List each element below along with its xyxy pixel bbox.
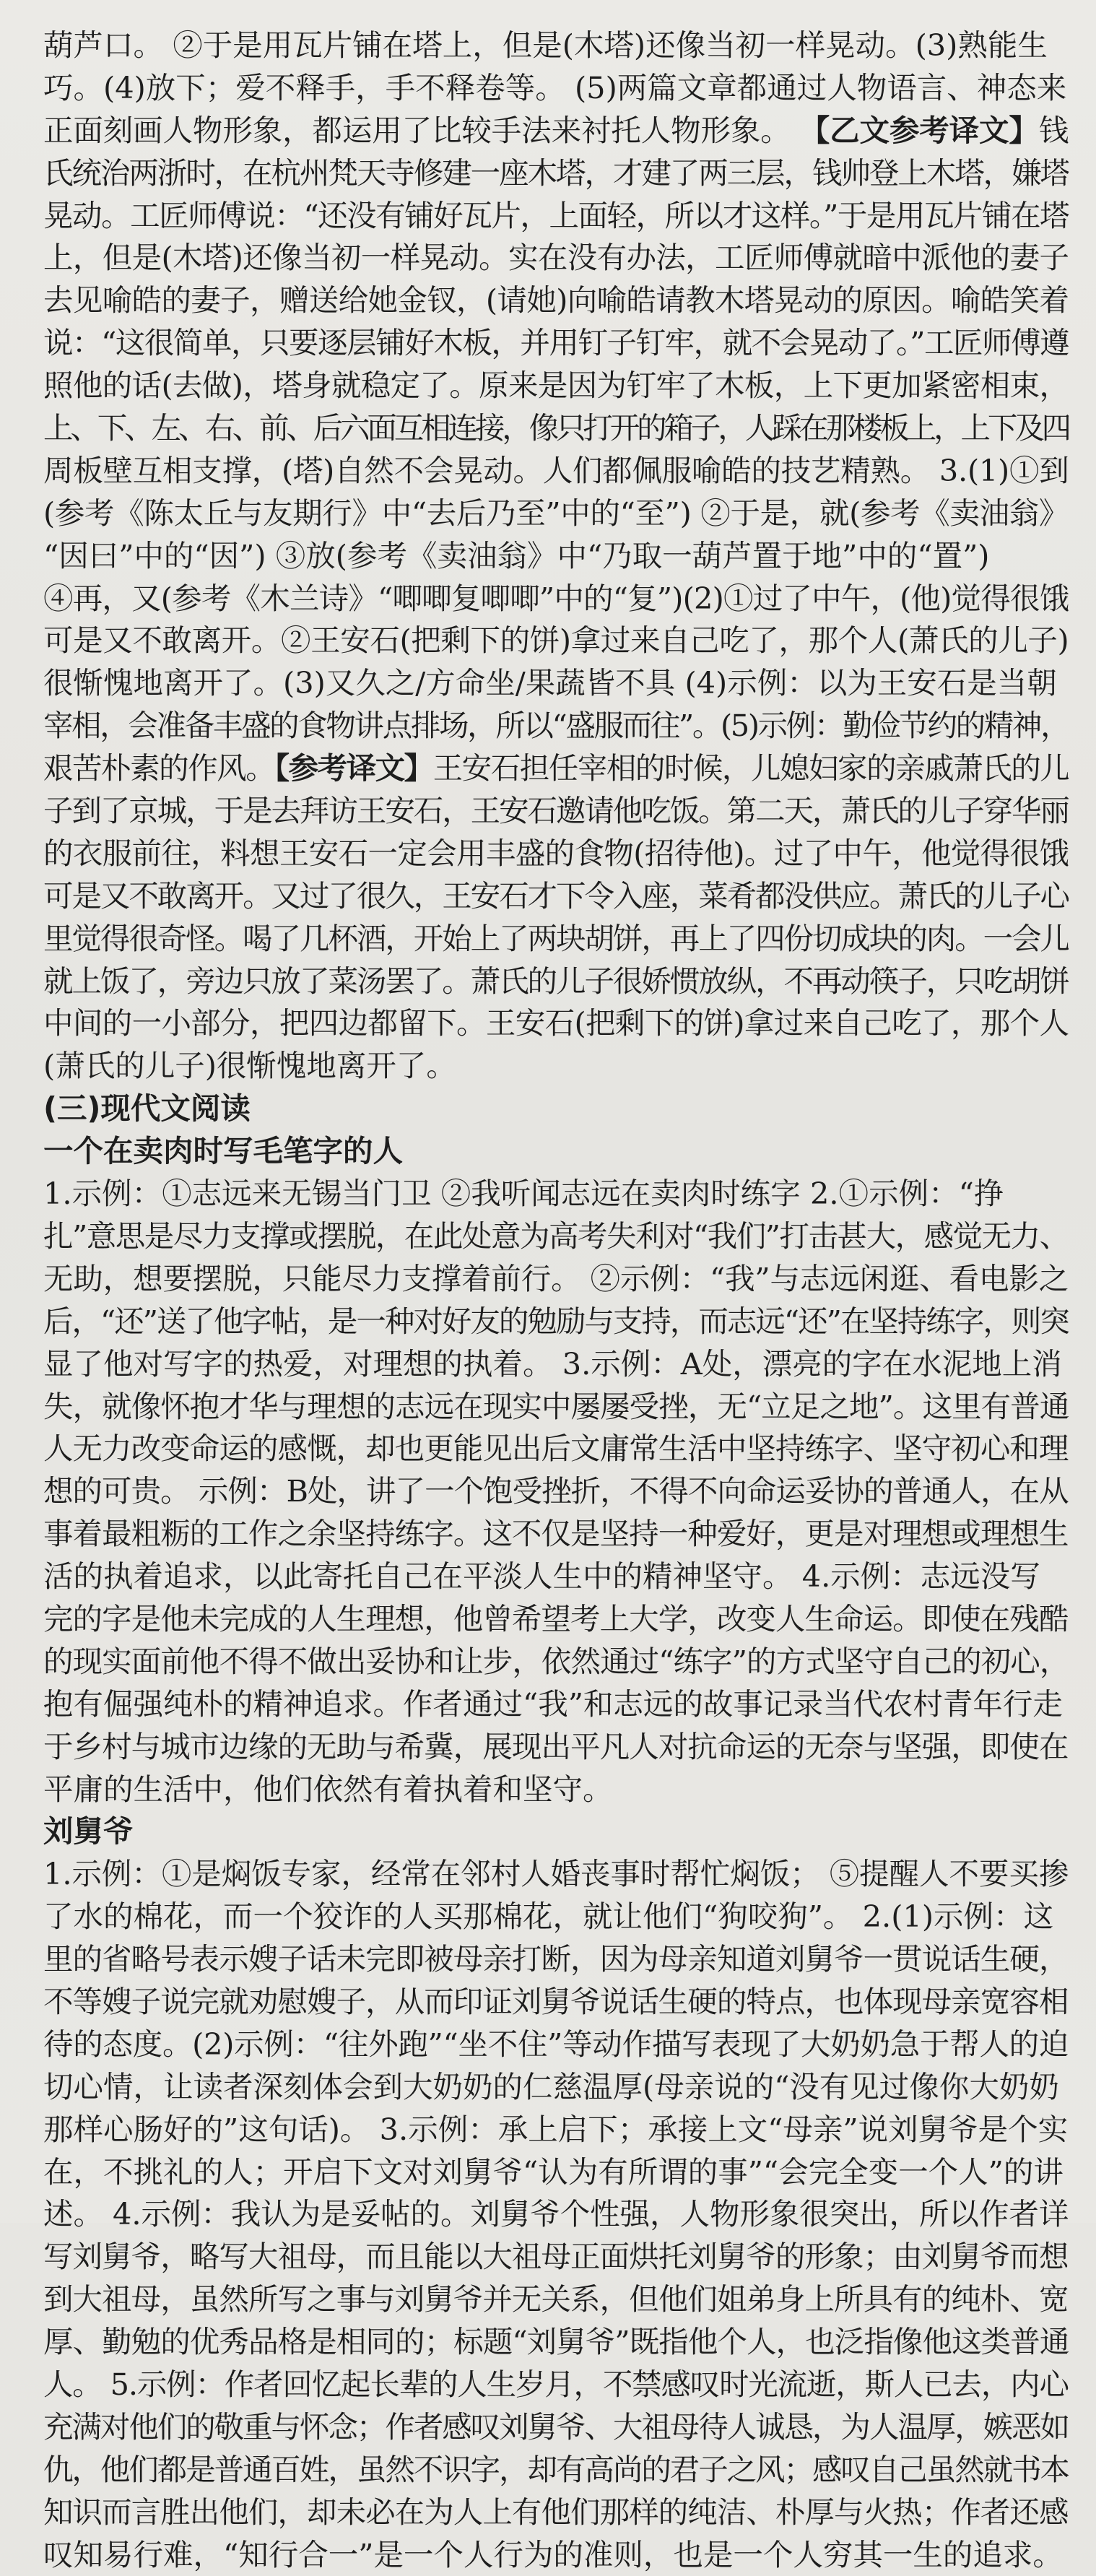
text-span: (萧氏的儿子)很惭愧地离开了。 [43, 1048, 456, 1084]
text-line [43, 578, 1069, 620]
text-line [43, 1853, 1069, 1896]
text-line [43, 1470, 1069, 1513]
answer-key-text [43, 25, 1069, 2576]
text-line [43, 365, 1069, 407]
text-span: 扎”意思是尽力支撑或摆脱，在此处意为高考失利对“我们”打击甚大，感觉无力、 [43, 1218, 1069, 1254]
section-heading [43, 1810, 1069, 1853]
text-span: 可是又不敢离开。又过了很久，王安石才下令入座，菜肴都没供应。萧氏的儿子心 [43, 877, 1069, 914]
text-span: 充满对他们的敬重与怀念；作者感叹刘舅爷、大祖母待人诚恳，为人温厚，嫉恶如 [43, 2408, 1069, 2445]
text-line [43, 1513, 1069, 1556]
text-line [43, 1641, 1069, 1683]
text-line [43, 25, 1069, 67]
text-span: 仇，他们都是普通百姓，虽然不识字，却有高尚的君子之风；感叹自己虽然就书本 [43, 2451, 1069, 2487]
text-span: 无助，想要摆脱，只能尽力支撑着前行。 ②示例：“我”与志远闲逛、看电影之 [43, 1260, 1069, 1296]
text-span: 厚、勤勉的优秀品格是相同的；标题“刘舅爷”既指他个人，也泛指像他这类普通 [43, 2324, 1069, 2360]
text-span: 待的态度。(2)示例：“往外跑”“坐不住”等动作描写表现了大奶奶急于帮人的迫 [43, 2026, 1069, 2062]
text-span: 于乡村与城市边缘的无助与希冀，展现出平凡人对抗命运的无奈与坚强，即使在 [43, 1728, 1069, 1764]
bold-label: 一个在卖肉时写毛笔字的人 [43, 1133, 404, 1169]
section-heading [43, 1130, 1069, 1173]
text-line [43, 2321, 1069, 2364]
text-span: 失，就像怀抱才华与理想的志远在现实中屡屡受挫，无“立足之地”。这里有普通 [43, 1388, 1069, 1424]
text-line [43, 279, 1069, 322]
text-line [43, 2534, 1069, 2576]
text-line [43, 322, 1069, 365]
text-line [43, 2236, 1069, 2278]
text-span: 去见喻皓的妻子，赠送给她金钗，(请她)向喻皓请教木塔晃动的原因。喻皓笑着 [43, 282, 1069, 318]
text-line [43, 493, 1069, 535]
text-span: 1.示例：①是焖饭专家，经常在邻村人婚丧事时帮忙焖饭； ⑤提醒人不要买掺 [43, 1856, 1069, 1892]
text-span: 晃动。工匠师傅说：“还没有铺好瓦片，上面轻，所以才这样。”于是用瓦片铺在塔 [43, 197, 1069, 233]
text-line [43, 1556, 1069, 1598]
text-line [43, 407, 1069, 450]
text-line [43, 833, 1069, 875]
text-span: 抱有倔强纯朴的精神追求。作者通过“我”和志远的故事记录当代农村青年行走 [43, 1686, 1063, 1722]
text-line [43, 2066, 1069, 2109]
text-span: 切心情，让读者深刻体会到大奶奶的仁慈温厚(母亲说的“没有见过像你大奶奶 [43, 2068, 1059, 2104]
text-line [43, 1683, 1069, 1726]
text-line [43, 2364, 1069, 2406]
text-span: 巧。(4)放下；爱不释手，手不释卷等。 (5)两篇文章都通过人物语言、神态来 [43, 69, 1067, 105]
text-span: 不等嫂子说完就劝慰嫂子，从而印证刘舅爷说话生硬的特点，也体现母亲宽容相 [43, 1983, 1069, 2019]
text-span: 就上饭了，旁边只放了菜汤罢了。萧氏的儿子很娇惯放纵，不再动筷子，只吃胡饼 [43, 963, 1069, 999]
text-span: 1.示例：①志远来无锡当门卫 ②我听闻志远在卖肉时练字 2.①示例：“挣 [43, 1176, 1004, 1212]
text-span: 的现实面前他不得不做出妥协和让步，依然通过“练字”的方式坚守自己的初心， [43, 1643, 1069, 1679]
text-line [43, 1301, 1069, 1343]
bold-label: 刘舅爷 [43, 1813, 134, 1849]
text-line [43, 1215, 1069, 1258]
text-line [43, 237, 1069, 279]
text-line [43, 2151, 1069, 2194]
text-span: 里觉得很奇怪。喝了几杯酒，开始上了两块胡饼，再上了四份切成块的肉。一会儿 [43, 920, 1069, 956]
text-span: 叹知易行难，“知行合一”是一个人行为的准则，也是一个人穷其一生的追求。 [43, 2536, 1063, 2572]
text-line [43, 195, 1069, 238]
text-span: 写刘舅爷，略写大祖母，而且能以大祖母正面烘托刘舅爷的形象；由刘舅爷而想 [43, 2239, 1069, 2275]
text-line [43, 1173, 1069, 1215]
text-line [43, 1343, 1069, 1386]
bold-label: 【乙文参考译文】 [799, 112, 1039, 148]
text-line [43, 2193, 1069, 2236]
text-line [43, 620, 1069, 662]
text-line [43, 1938, 1069, 1981]
text-span: 说：“这很简单，只要逐层铺好木板，并用钉子钉牢，就不会晃动了。”工匠师傅遵 [43, 325, 1069, 361]
text-line [43, 1598, 1069, 1641]
text-span: 述。 4.示例：我认为是妥帖的。刘舅爷个性强，人物形象很突出，所以作者详 [43, 2196, 1069, 2232]
text-span: “因曰”中的“因”) ③放(参考《卖油翁》中“乃取一葫芦置于地”中的“置”) [43, 537, 990, 573]
text-span: 的衣服前往，料想王安石一定会用丰盛的食物(招待他)。过了中午，他觉得很饿 [43, 835, 1069, 871]
text-line [43, 1981, 1069, 2024]
text-line [43, 747, 1069, 790]
text-line [43, 705, 1069, 747]
text-line [43, 67, 1069, 110]
text-span: 想的可贵。 示例：B处，讲了一个饱受挫折，不得不向命运妥协的普通人，在从 [43, 1473, 1069, 1509]
text-line [43, 1896, 1069, 1938]
text-line [43, 535, 1069, 578]
text-span: 完的字是他未完成的人生理想，他曾希望考上大学，改变人生命运。即使在残酷 [43, 1600, 1069, 1636]
text-span: 中间的一小部分，把四边都留下。王安石(把剩下的饼)拿过来自己吃了，那个人 [43, 1005, 1069, 1041]
bold-label: 【参考译文】 [274, 750, 433, 786]
text-line [43, 1769, 1069, 1811]
text-span: 在，不挑礼的人；开启下文对刘舅爷“认为有所谓的事”“会完全变一个人”的讲 [43, 2154, 1064, 2190]
text-span: 上，但是(木塔)还像当初一样晃动。实在没有办法，工匠师傅就暗中派他的妻子 [43, 240, 1069, 276]
text-line [43, 662, 1069, 705]
text-span: 王安石担任宰相的时候，儿媳妇家的亲戚萧氏的儿 [432, 750, 1069, 786]
text-line [43, 1386, 1069, 1428]
text-line [43, 152, 1069, 195]
text-span: 显了他对写字的热爱，对理想的执着。 3.示例：A处，漂亮的字在水泥地上消 [43, 1345, 1062, 1382]
text-span: ④再，又(参考《木兰诗》“唧唧复唧唧”中的“复”)(2)①过了中午，(他)觉得很饿 [43, 580, 1069, 616]
text-line [43, 110, 1069, 152]
text-span: 照他的话(去做)，塔身就稳定了。原来是因为钉牢了木板，上下更加紧密相束， [43, 368, 1069, 404]
text-span: 钱 [1038, 112, 1069, 148]
text-line [43, 1045, 1069, 1088]
text-span: 正面刻画人物形象，都运用了比较手法来衬托人物形象。 [43, 112, 800, 148]
text-line [43, 450, 1069, 493]
text-span: 葫芦口。 ②于是用瓦片铺在塔上，但是(木塔)还像当初一样晃动。(3)熟能生 [43, 27, 1048, 63]
text-line [43, 1428, 1069, 1470]
text-line [43, 1258, 1069, 1301]
text-span: 艰苦朴素的作风。 [43, 750, 275, 786]
text-span: 可是又不敢离开。②王安石(把剩下的饼)拿过来自己吃了，那个人(萧氏的儿子) [43, 623, 1069, 659]
bold-label: (三)现代文阅读 [43, 1090, 251, 1127]
text-line [43, 918, 1069, 960]
text-span: 那样心肠好的”这句话)。 3.示例：承上启下；承接上文“母亲”说刘舅爷是个实 [43, 2111, 1069, 2147]
text-span: 里的省略号表示嫂子话未完即被母亲打断，因为母亲知道刘舅爷一贯说话生硬， [43, 1941, 1069, 1977]
text-span: 上、下、左、右、前、后六面互相连接，像只打开的箱子，人踩在那楼板上，上下及四 [43, 410, 1069, 446]
text-line [43, 875, 1069, 918]
text-span: 后，“还”送了他字帖，是一种对好友的勉励与支持，而志远“还”在坚持练字，则突 [43, 1303, 1069, 1339]
text-line [43, 2278, 1069, 2321]
text-span: 平庸的生活中，他们依然有着执着和坚守。 [43, 1771, 613, 1807]
text-line [43, 960, 1069, 1003]
text-line [43, 2492, 1069, 2534]
text-span: 了水的棉花，而一个狡诈的人买那棉花，就让他们“狗咬狗”。 2.(1)示例：这 [43, 1899, 1054, 1935]
text-span: 人。 5.示例：作者回忆起长辈的人生岁月，不禁感叹时光流逝，斯人已去，内心 [43, 2366, 1069, 2402]
text-line [43, 2024, 1069, 2066]
text-span: 宰相，会准备丰盛的食物讲点排场，所以“盛服而往”。(5)示例：勤俭节约的精神， [43, 708, 1069, 744]
section-heading [43, 1088, 1069, 1130]
text-line [43, 1002, 1069, 1045]
text-span: 很惭愧地离开了。(3)又久之/方命坐/果蔬皆不具 (4)示例：以为王安石是当朝 [43, 665, 1057, 701]
text-line [43, 2406, 1069, 2449]
text-span: 氏统治两浙时，在杭州梵天寺修建一座木塔，才建了两三层，钱帅登上木塔，嫌塔 [43, 155, 1069, 191]
text-line [43, 2449, 1069, 2492]
text-span: 周板壁互相支撑，(塔)自然不会晃动。人们都佩服喻皓的技艺精熟。 3.(1)①到 [43, 452, 1069, 488]
text-line [43, 1726, 1069, 1769]
text-span: (参考《陈太丘与友期行》中“去后乃至”中的“至”) ②于是，就(参考《卖油翁》 [43, 495, 1069, 531]
text-span: 子到了京城，于是去拜访王安石，王安石邀请他吃饭。第二天，萧氏的儿子穿华丽 [43, 793, 1069, 829]
text-line [43, 790, 1069, 833]
text-line [43, 2109, 1069, 2151]
text-span: 知识而言胜出他们，却未必在为人上有他们那样的纯洁、朴厚与火热；作者还感 [43, 2494, 1069, 2530]
text-span: 事着最粗粝的工作之余坚持练字。这不仅是坚持一种爱好，更是对理想或理想生 [43, 1516, 1069, 1552]
text-span: 人无力改变命运的感慨，却也更能见出后文庸常生活中坚持练字、坚守初心和理 [43, 1431, 1069, 1467]
text-span: 到大祖母，虽然所写之事与刘舅爷并无关系，但他们姐弟身上所具有的纯朴、宽 [43, 2281, 1069, 2317]
text-span: 活的执着追求，以此寄托自己在平淡人生中的精神坚守。 4.示例：志远没写 [43, 1558, 1040, 1595]
